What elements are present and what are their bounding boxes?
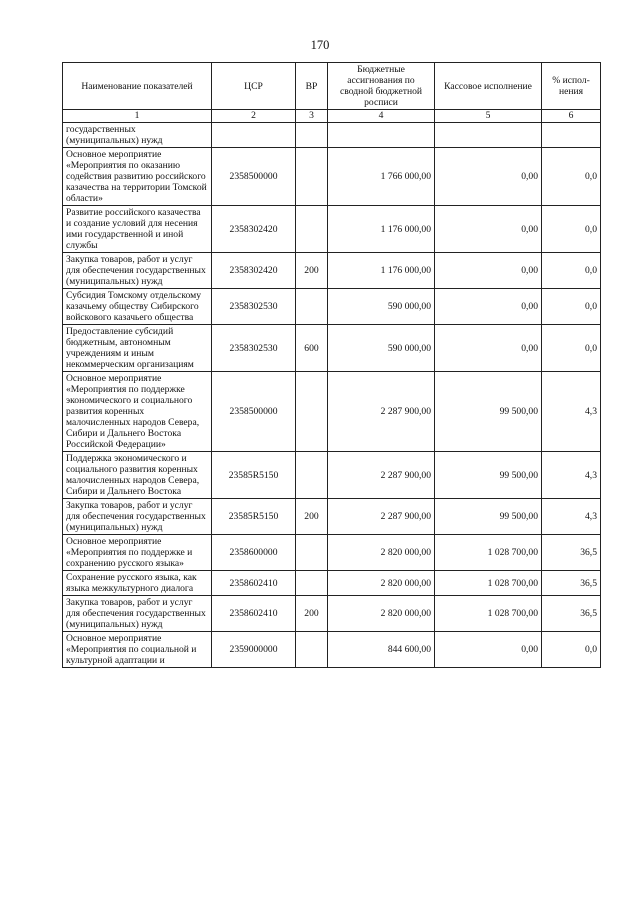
row-vr: 200 (296, 253, 328, 289)
row-budget: 590 000,00 (328, 289, 435, 325)
row-name: Сохранение русского языка, как языка межкультурного диалога (63, 571, 212, 596)
row-name: Основное мероприятие «Мероприятия по социальной и культурной адаптации и (63, 632, 212, 668)
row-budget: 2 287 900,00 (328, 452, 435, 499)
table-row (63, 499, 601, 535)
row-vr (296, 148, 328, 206)
row-cash: 0,00 (435, 253, 542, 289)
row-budget: 2 820 000,00 (328, 535, 435, 571)
budget-execution-table (62, 62, 601, 668)
row-name: Основное мероприятие «Мероприятия по поддержке и сохранению русского языка» (63, 535, 212, 571)
header-budget: Бюджетные ассигнования по сводной бюджетной росписи (328, 63, 435, 110)
row-csr: 2358500000 (212, 372, 296, 452)
header-csr: ЦСР (212, 63, 296, 110)
row-budget: 590 000,00 (328, 325, 435, 372)
row-budget: 1 176 000,00 (328, 206, 435, 253)
row-cash: 99 500,00 (435, 452, 542, 499)
row-cash: 1 028 700,00 (435, 571, 542, 596)
row-budget: 1 176 000,00 (328, 253, 435, 289)
row-percent: 0,0 (542, 325, 601, 372)
row-budget: 1 766 000,00 (328, 148, 435, 206)
row-csr: 2358602410 (212, 571, 296, 596)
header-name: Наименование показателей (63, 63, 212, 110)
header-percent: % испол-нения (542, 63, 601, 110)
header-vr: ВР (296, 63, 328, 110)
row-csr: 2358302420 (212, 206, 296, 253)
row-csr: 2358500000 (212, 148, 296, 206)
row-name: Поддержка экономического и социального развития коренных малочисленных народов Севера, Сибири и Дальнего Востока (63, 452, 212, 499)
table-row (63, 596, 601, 632)
column-number-row (63, 110, 601, 123)
row-percent: 0,0 (542, 289, 601, 325)
table-row (63, 632, 601, 668)
table-header-row (63, 63, 601, 110)
row-name: Закупка товаров, работ и услуг для обеспечения государственных (муниципальных) нужд (63, 253, 212, 289)
row-name: Субсидия Томскому отдельскому казачьему обществу Сибирского войскового казачьего общества (63, 289, 212, 325)
column-number: 1 (63, 110, 212, 123)
row-csr: 2358600000 (212, 535, 296, 571)
row-vr (296, 123, 328, 148)
table-row (63, 289, 601, 325)
row-csr: 2358602410 (212, 596, 296, 632)
row-vr: 600 (296, 325, 328, 372)
table-row (63, 571, 601, 596)
row-percent: 36,5 (542, 535, 601, 571)
row-cash: 0,00 (435, 206, 542, 253)
row-name: Основное мероприятие «Мероприятия по оказанию содействия развитию российского казачества на территории Томской области» (63, 148, 212, 206)
row-csr: 23585R5150 (212, 499, 296, 535)
column-number: 2 (212, 110, 296, 123)
row-vr (296, 452, 328, 499)
table-row (63, 325, 601, 372)
row-vr (296, 535, 328, 571)
row-percent: 4,3 (542, 499, 601, 535)
row-budget: 2 820 000,00 (328, 571, 435, 596)
row-cash: 1 028 700,00 (435, 535, 542, 571)
row-percent: 0,0 (542, 148, 601, 206)
row-cash: 0,00 (435, 632, 542, 668)
row-budget: 2 820 000,00 (328, 596, 435, 632)
table-row (63, 535, 601, 571)
row-percent: 36,5 (542, 596, 601, 632)
row-csr: 2359000000 (212, 632, 296, 668)
row-budget: 2 287 900,00 (328, 372, 435, 452)
row-vr (296, 632, 328, 668)
table-row (63, 206, 601, 253)
row-budget: 2 287 900,00 (328, 499, 435, 535)
table-row (63, 452, 601, 499)
row-csr (212, 123, 296, 148)
row-csr: 2358302530 (212, 325, 296, 372)
row-cash: 0,00 (435, 148, 542, 206)
row-budget: 844 600,00 (328, 632, 435, 668)
column-number: 6 (542, 110, 601, 123)
row-cash: 0,00 (435, 289, 542, 325)
row-csr: 23585R5150 (212, 452, 296, 499)
header-cash: Кассовое исполнение (435, 63, 542, 110)
table-row (63, 253, 601, 289)
row-cash (435, 123, 542, 148)
row-percent: 36,5 (542, 571, 601, 596)
column-number: 5 (435, 110, 542, 123)
row-cash: 0,00 (435, 325, 542, 372)
table-row (63, 372, 601, 452)
row-percent: 4,3 (542, 452, 601, 499)
table-row (63, 123, 601, 148)
row-csr: 2358302530 (212, 289, 296, 325)
column-number: 4 (328, 110, 435, 123)
row-name: государственных (муниципальных) нужд (63, 123, 212, 148)
row-percent: 0,0 (542, 632, 601, 668)
row-cash: 99 500,00 (435, 372, 542, 452)
row-vr: 200 (296, 499, 328, 535)
row-vr (296, 206, 328, 253)
row-name: Основное мероприятие «Мероприятия по поддержке экономического и социального развития коренных малочисленных народов Севера, Сибири и Дальнего Востока Российской Федерации» (63, 372, 212, 452)
row-name: Предоставление субсидий бюджетным, автономным учреждениям и иным некоммерческим организациям (63, 325, 212, 372)
row-name: Развитие российского казачества и создание условий для несения ими государственной и иной службы (63, 206, 212, 253)
row-percent: 0,0 (542, 253, 601, 289)
row-cash: 1 028 700,00 (435, 596, 542, 632)
row-vr (296, 372, 328, 452)
row-percent (542, 123, 601, 148)
table-row (63, 148, 601, 206)
row-vr (296, 571, 328, 596)
row-percent: 0,0 (542, 206, 601, 253)
column-number: 3 (296, 110, 328, 123)
row-cash: 99 500,00 (435, 499, 542, 535)
row-name: Закупка товаров, работ и услуг для обеспечения государственных (муниципальных) нужд (63, 596, 212, 632)
row-csr: 2358302420 (212, 253, 296, 289)
row-budget (328, 123, 435, 148)
row-vr: 200 (296, 596, 328, 632)
page-number: 170 (310, 38, 330, 52)
row-percent: 4,3 (542, 372, 601, 452)
row-vr (296, 289, 328, 325)
row-name: Закупка товаров, работ и услуг для обеспечения государственных (муниципальных) нужд (63, 499, 212, 535)
